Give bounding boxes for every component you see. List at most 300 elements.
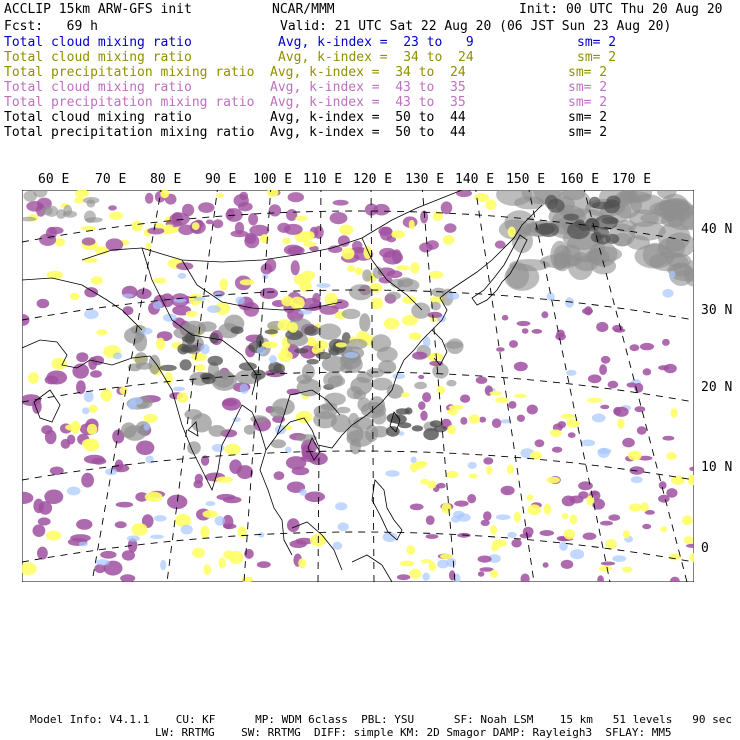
cloud-blob <box>561 414 576 419</box>
cloud-blob <box>200 344 209 354</box>
run-title: ACCLIP 15km ARW-GFS init <box>4 2 192 17</box>
cloud-blob <box>490 391 502 396</box>
lon-label: 60 E <box>38 172 70 187</box>
cloud-blob <box>324 393 346 406</box>
legend-field: Total cloud mixing ratio <box>4 35 192 50</box>
cloud-blob <box>147 227 164 234</box>
cloud-blob <box>67 487 81 496</box>
cloud-blob <box>566 419 579 427</box>
cloud-blob <box>355 267 363 275</box>
cloud-blob <box>585 218 600 231</box>
cloud-blob <box>101 389 113 401</box>
lon-label: 160 E <box>560 172 600 187</box>
cloud-blob <box>244 302 260 317</box>
cloud-blob <box>287 518 300 532</box>
cloud-blob <box>426 534 439 539</box>
cloud-blob <box>583 533 597 540</box>
cloud-blob <box>570 549 584 559</box>
cloud-blob <box>427 481 436 489</box>
cloud-blob <box>96 329 107 335</box>
cloud-blob <box>446 380 456 387</box>
cloud-blob <box>234 194 249 207</box>
cloud-blob <box>454 501 468 507</box>
cloud-blob <box>412 352 427 360</box>
lon-label: 80 E <box>150 172 182 187</box>
cloud-blob <box>269 355 277 363</box>
cloud-blob <box>316 283 330 288</box>
cloud-blob <box>156 338 165 350</box>
cloud-blob <box>304 241 317 247</box>
cloud-blob <box>307 359 319 365</box>
cloud-blob <box>249 225 269 236</box>
cloud-blob <box>612 555 626 562</box>
cloud-blob <box>44 490 63 505</box>
cloud-blob <box>608 381 619 389</box>
cloud-blob <box>132 221 143 232</box>
cloud-blob <box>207 305 221 313</box>
cloud-blob <box>219 557 226 568</box>
cloud-blob <box>429 271 444 279</box>
lat-label: 40 N <box>701 222 733 237</box>
cloud-blob <box>91 458 106 465</box>
cloud-blob <box>76 380 86 394</box>
cloud-blob <box>434 425 447 432</box>
legend-range: Avg, k-index = 43 to 35 <box>270 80 466 95</box>
cloud-blob <box>559 542 568 551</box>
cloud-blob <box>116 502 133 508</box>
cloud-blob <box>278 351 293 362</box>
cloud-blob <box>426 515 435 525</box>
forecast-hour: Fcst: 69 h <box>4 19 98 34</box>
cloud-blob <box>416 461 428 466</box>
cloud-blob <box>100 551 116 559</box>
cloud-blob <box>409 220 415 230</box>
cloud-blob <box>441 201 453 214</box>
cloud-blob <box>330 212 348 224</box>
cloud-blob <box>38 517 51 525</box>
cloud-blob <box>422 392 431 402</box>
cloud-blob <box>660 526 667 532</box>
cloud-blob <box>570 514 578 524</box>
cloud-blob <box>527 494 534 500</box>
cloud-blob <box>87 199 96 207</box>
cloud-blob <box>467 494 476 503</box>
cloud-blob <box>299 489 306 496</box>
cloud-blob <box>447 409 458 415</box>
cloud-blob <box>523 527 534 537</box>
cloud-blob <box>508 401 516 409</box>
legend-field: Total cloud mixing ratio <box>4 80 192 95</box>
cloud-blob <box>384 318 400 330</box>
cloud-blob <box>393 373 406 379</box>
legend-smoothing: sm= 2 <box>577 50 617 65</box>
legend-smoothing: sm= 2 <box>568 110 608 125</box>
legend-smoothing: sm= 2 <box>568 125 608 140</box>
cloud-blob <box>46 531 61 541</box>
cloud-blob <box>170 212 190 225</box>
cloud-blob <box>291 260 300 275</box>
cloud-blob <box>410 262 419 273</box>
cloud-blob <box>265 329 278 334</box>
cloud-blob <box>682 515 693 525</box>
cloud-blob <box>443 235 455 245</box>
cloud-blob <box>390 279 403 288</box>
cloud-blob <box>127 535 140 541</box>
cloud-blob <box>304 326 319 336</box>
cloud-blob <box>176 262 193 270</box>
cloud-blob <box>378 227 392 236</box>
cloud-blob <box>314 226 324 239</box>
cloud-blob <box>586 495 594 505</box>
cloud-blob <box>37 547 48 560</box>
cloud-blob <box>347 339 368 350</box>
cloud-blob <box>385 470 399 477</box>
lon-label: 100 E <box>253 172 293 187</box>
cloud-blob <box>145 492 163 502</box>
cloud-blob <box>182 321 206 337</box>
cloud-blob <box>286 209 297 221</box>
cloud-blob <box>468 462 477 469</box>
cloud-blob <box>328 376 346 387</box>
cloud-blob <box>108 205 117 210</box>
cloud-blob <box>562 513 568 520</box>
cloud-blob <box>371 334 391 352</box>
cloud-blob <box>622 438 635 448</box>
cloud-blob <box>173 298 187 302</box>
cloud-blob <box>517 415 525 422</box>
cloud-blob <box>261 264 273 275</box>
cloud-blob <box>145 193 153 204</box>
legend-range: Avg, k-index = 43 to 35 <box>270 95 466 110</box>
cloud-blob <box>203 510 218 518</box>
cloud-blob <box>665 232 694 257</box>
cloud-blob <box>229 459 242 474</box>
cloud-blob <box>203 564 211 575</box>
cloud-blob <box>410 504 424 511</box>
cloud-blob <box>344 352 358 358</box>
cloud-blob <box>543 562 549 568</box>
cloud-blob <box>386 270 402 278</box>
cloud-blob <box>63 205 72 216</box>
cloud-blob <box>346 430 373 447</box>
cloud-blob <box>84 287 98 297</box>
cloud-blob <box>123 306 134 315</box>
cloud-blob <box>296 411 313 423</box>
cloud-blob <box>122 294 133 298</box>
cloud-blob <box>32 399 42 413</box>
cloud-blob <box>509 340 518 348</box>
cloud-blob <box>309 303 321 310</box>
cloud-blob <box>483 511 492 521</box>
cloud-blob <box>312 293 320 304</box>
cloud-blob <box>160 365 177 371</box>
cloud-blob <box>313 340 329 350</box>
cloud-blob <box>70 534 91 542</box>
cloud-blob <box>447 338 464 354</box>
model-info-line2: LW: RRTMG SW: RRTMG DIFF: simple KM: 2D Smagor DAMP: Rayleigh3 SFLAY: MM5 <box>155 726 672 739</box>
cloud-blob <box>333 200 349 206</box>
cloud-blob <box>26 201 43 212</box>
cloud-blob <box>119 387 127 394</box>
cloud-blob <box>612 325 623 332</box>
cloud-blob <box>113 352 122 359</box>
cloud-blob <box>640 343 654 350</box>
cloud-blob <box>338 522 349 531</box>
cloud-blob <box>292 467 310 476</box>
cloud-blob <box>628 221 666 240</box>
cloud-blob <box>282 238 290 245</box>
cloud-blob <box>478 556 492 563</box>
cloud-blob <box>588 374 602 383</box>
cloud-blob <box>154 515 167 521</box>
cloud-blob <box>124 425 147 441</box>
cloud-blob <box>581 440 595 447</box>
cloud-blob <box>28 372 39 384</box>
cloud-blob <box>600 521 613 526</box>
cloud-blob <box>630 344 640 351</box>
cloud-blob <box>418 375 424 379</box>
cloud-blob <box>418 401 425 410</box>
cloud-blob <box>294 274 312 285</box>
cloud-blob <box>514 362 528 371</box>
cloud-blob <box>150 535 164 539</box>
cloud-blob <box>81 473 94 488</box>
cloud-blob <box>558 421 566 428</box>
cloud-blob <box>313 411 337 428</box>
cloud-blob <box>414 382 427 390</box>
cloud-blob <box>200 526 209 539</box>
cloud-blob <box>90 370 102 378</box>
cloud-blob <box>295 216 307 221</box>
cloud-blob <box>440 554 452 560</box>
legend-smoothing: sm= 2 <box>568 80 608 95</box>
cloud-blob <box>617 419 625 429</box>
cloud-blob <box>269 406 285 418</box>
cloud-blob <box>288 192 304 202</box>
cloud-blob <box>599 566 613 571</box>
cloud-blob <box>216 476 233 482</box>
cloud-blob <box>578 481 593 490</box>
lon-label: 120 E <box>353 172 393 187</box>
cloud-blob <box>441 503 451 514</box>
cloud-blob <box>192 222 200 230</box>
cloud-blob <box>144 414 158 423</box>
legend-field: Total precipitation mixing ratio <box>4 95 255 110</box>
cloud-blob <box>87 424 97 435</box>
cloud-blob <box>177 392 189 402</box>
cloud-blob <box>372 409 387 424</box>
cloud-blob <box>666 452 677 460</box>
map <box>22 190 694 582</box>
cloud-blob <box>589 197 601 208</box>
cloud-blob <box>248 213 258 225</box>
cloud-blob <box>82 407 89 414</box>
cloud-blob <box>428 312 443 318</box>
cloud-blob <box>70 293 80 300</box>
cloud-blob <box>33 499 44 514</box>
cloud-blob <box>565 297 574 307</box>
init-time: Init: 00 UTC Thu 20 Aug 20 <box>519 2 723 17</box>
lon-label: 90 E <box>205 172 237 187</box>
cloud-blob <box>185 332 195 344</box>
cloud-blob <box>213 219 224 228</box>
cloud-blob <box>502 315 509 321</box>
legend-range: Avg, k-index = 50 to 44 <box>270 125 466 140</box>
cloud-blob <box>84 391 94 402</box>
lat-label: 0 <box>701 541 709 556</box>
cloud-blob <box>74 197 84 204</box>
valid-time: Valid: 21 UTC Sat 22 Aug 20 (06 JST Sun 23 Aug 20) <box>280 19 672 34</box>
cloud-blob <box>230 230 248 237</box>
cloud-blob <box>84 211 96 223</box>
cloud-blob <box>507 532 516 538</box>
cloud-blob <box>662 200 681 216</box>
cloud-blob <box>592 413 606 422</box>
lon-label: 140 E <box>455 172 495 187</box>
cloud-blob <box>186 311 198 317</box>
cloud-blob <box>514 512 521 523</box>
cloud-blob <box>564 529 576 540</box>
cloud-blob <box>522 328 529 334</box>
cloud-blob <box>391 230 405 238</box>
cloud-blob <box>76 352 88 362</box>
cloud-blob <box>208 356 223 366</box>
cloud-blob <box>575 256 599 271</box>
cloud-blob <box>82 237 96 245</box>
cloud-blob <box>495 397 509 403</box>
cloud-blob <box>506 262 529 289</box>
legend-smoothing: sm= 2 <box>568 65 608 80</box>
cloud-blob <box>409 333 422 341</box>
cloud-blob <box>411 303 430 319</box>
cloud-blob <box>180 359 192 370</box>
cloud-blob <box>229 551 244 564</box>
cloud-blob <box>446 471 458 478</box>
cloud-blob <box>397 574 410 580</box>
cloud-blob <box>541 311 548 318</box>
cloud-blob <box>305 492 325 503</box>
cloud-blob <box>173 387 185 392</box>
cloud-blob <box>317 324 341 340</box>
lon-label: 170 E <box>612 172 652 187</box>
cloud-blob <box>200 373 213 381</box>
cloud-blob <box>145 243 151 250</box>
cloud-blob <box>400 561 415 567</box>
cloud-blob <box>181 346 193 352</box>
cloud-blob <box>483 457 493 464</box>
cloud-blob <box>262 341 278 348</box>
cloud-blob <box>353 390 366 400</box>
cloud-blob <box>302 364 315 380</box>
cloud-blob <box>273 363 285 373</box>
cloud-blob <box>153 278 167 284</box>
cloud-blob <box>604 199 620 213</box>
cloud-blob <box>605 539 617 549</box>
cloud-blob <box>216 193 224 198</box>
cloud-blob <box>205 501 215 506</box>
cloud-blob <box>492 418 501 428</box>
cloud-blob <box>535 439 545 447</box>
cloud-blob <box>153 301 163 309</box>
cloud-blob <box>274 471 285 480</box>
cloud-blob <box>33 524 46 537</box>
cloud-blob <box>605 234 619 244</box>
cloud-blob <box>643 368 652 375</box>
cloud-blob <box>566 370 577 376</box>
cloud-blob <box>474 193 489 202</box>
cloud-blob <box>37 299 50 309</box>
cloud-blob <box>406 545 415 555</box>
cloud-blob <box>250 415 267 422</box>
cloud-blob <box>469 414 480 424</box>
cloud-blob <box>496 514 511 520</box>
cloud-blob <box>39 234 56 246</box>
cloud-blob <box>544 504 551 515</box>
cloud-blob <box>195 474 203 484</box>
cloud-blob <box>167 495 187 510</box>
cloud-blob <box>45 430 57 444</box>
cloud-blob <box>212 444 225 452</box>
cloud-blob <box>262 274 268 280</box>
cloud-blob <box>540 530 555 536</box>
cloud-blob <box>669 271 676 279</box>
cloud-blob <box>240 279 255 285</box>
legend-field: Total precipitation mixing ratio <box>4 65 255 80</box>
cloud-blob <box>490 570 498 578</box>
cloud-blob <box>412 425 423 431</box>
cloud-blob <box>257 346 266 355</box>
cloud-blob <box>91 276 103 285</box>
cloud-blob <box>347 265 355 272</box>
cloud-blob <box>304 231 315 240</box>
cloud-blob <box>192 548 205 558</box>
cloud-blob <box>342 309 361 319</box>
lat-label: 10 N <box>701 460 733 475</box>
legend-range: Avg, k-index = 34 to 24 <box>278 50 474 65</box>
cloud-blob <box>359 313 370 332</box>
cloud-blob <box>599 364 607 375</box>
cloud-blob <box>568 432 576 438</box>
cloud-blob <box>383 250 403 264</box>
cloud-blob <box>546 477 560 484</box>
cloud-blob <box>226 208 234 219</box>
lat-label: 20 N <box>701 380 733 395</box>
cloud-blob <box>476 377 488 384</box>
legend-smoothing: sm= 2 <box>577 35 617 50</box>
cloud-blob <box>419 243 433 253</box>
cloud-blob <box>587 398 602 403</box>
cloud-blob <box>342 248 355 260</box>
cloud-blob <box>460 417 467 425</box>
cloud-blob <box>596 322 608 332</box>
lat-label: 30 N <box>701 303 733 318</box>
cloud-blob <box>460 395 470 403</box>
cloud-blob <box>76 519 92 530</box>
cloud-blob <box>563 214 579 221</box>
cloud-blob <box>637 426 647 434</box>
cloud-blob <box>601 356 610 364</box>
cloud-blob <box>490 525 497 535</box>
cloud-blob <box>83 258 98 263</box>
cloud-blob <box>184 409 202 420</box>
cloud-blob <box>362 269 372 281</box>
cloud-blob <box>669 554 681 561</box>
cloud-blob <box>220 278 228 290</box>
cloud-blob <box>223 524 236 530</box>
cloud-blob <box>658 365 669 370</box>
legend-field: Total cloud mixing ratio <box>4 50 192 65</box>
cloud-blob <box>444 223 456 233</box>
